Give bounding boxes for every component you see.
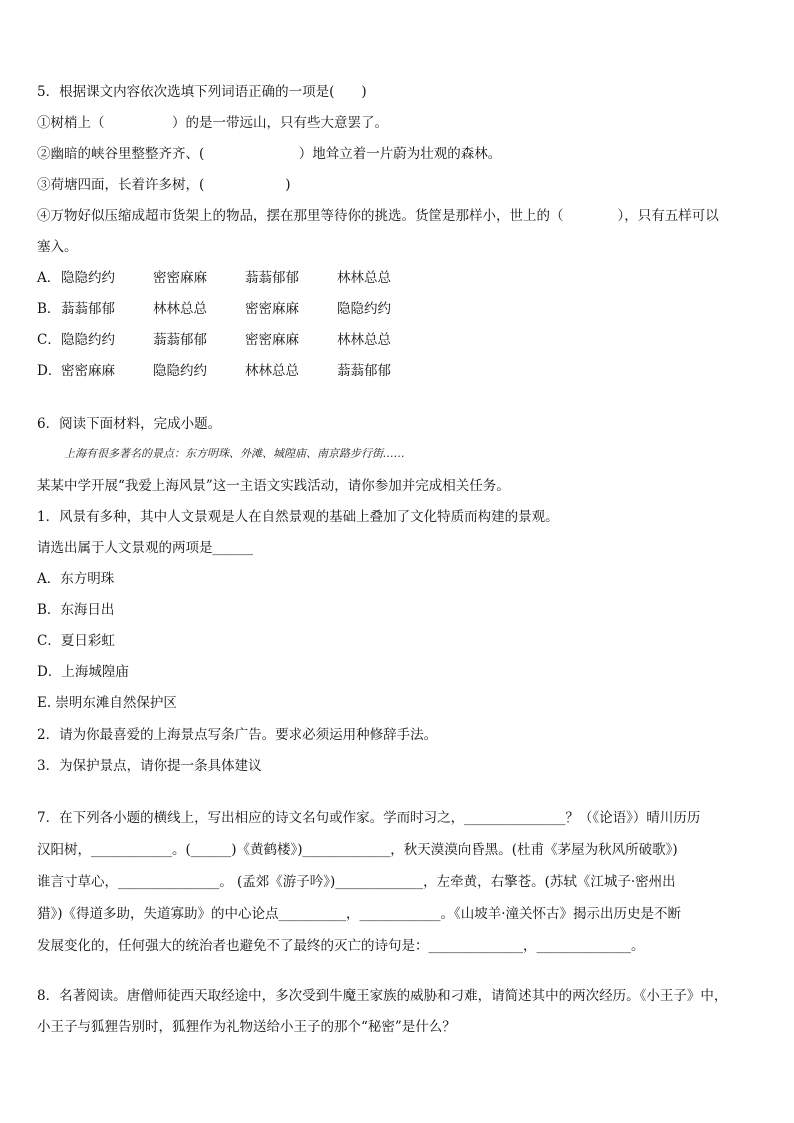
q5-stem: 5．根据课文内容依次选填下列词语正确的一项是( ) (37, 84, 367, 100)
option-label: D． (37, 363, 62, 379)
q5-line-3: ③荷塘四面，长着许多树，( ) (37, 177, 291, 193)
q7-line-5: 发展变化的，任何强大的统治者也避免不了最终的灭亡的诗句是：______________，______________。 (37, 938, 645, 954)
option-word: 隐隐约约 (61, 332, 115, 348)
q6-intro: 某某中学开展“我爱上海风景”这一主语文实践活动，请你参加并完成相关任务。 (37, 478, 510, 494)
option-label: C． (37, 332, 61, 348)
option-word: 密密麻麻 (61, 363, 115, 379)
option-word: 蓊蓊郁郁 (153, 332, 207, 348)
option-word: 蓊蓊郁郁 (61, 301, 115, 317)
q5-option-d (37, 361, 764, 381)
q6-choice-e: E. 崇明东滩自然保护区 (37, 695, 177, 711)
option-label: B． (37, 301, 61, 317)
q5-line-5: 塞入。 (37, 239, 78, 255)
q5-line-2: ②幽暗的峡谷里整整齐齐、( ）地耸立着一片蔚为壮观的森林。 (37, 146, 502, 162)
option-word: 林林总总 (337, 270, 391, 286)
q6-subquestion-1: 1．风景有多种，其中人文景观是人在自然景观的基础上叠加了文化特质而构建的景观。 (37, 509, 559, 525)
q5-line-4: ④万物好似压缩成超市货架上的物品，摆在那里等待你的挑选。货筐是那样小，世上的（ ），只有五样可以 (37, 208, 719, 224)
q5-line-1: ①树梢上（ ）的是一带远山，只有些大意罢了。 (37, 115, 388, 131)
q6-choice-a: A．东方明珠 (37, 571, 115, 587)
q6-stem: 6．阅读下面材料，完成小题。 (37, 416, 222, 432)
option-word: 隐隐约约 (61, 270, 115, 286)
q7-line-1: 7．在下列各小题的横线上，写出相应的诗文名句或作家。学而时习之，_______________？（《论语》）晴川历历 (37, 810, 701, 826)
option-word: 蓊蓊郁郁 (337, 363, 391, 379)
option-word: 密密麻麻 (245, 332, 299, 348)
option-word: 林林总总 (245, 363, 299, 379)
q6-handwritten-material: 上海有很多著名的景点：东方明珠、外滩、城隍庙、南京路步行街…… (64, 447, 405, 460)
option-label: A． (37, 270, 61, 286)
q5-option-c (37, 330, 764, 350)
q6-choice-c: C．夏日彩虹 (37, 633, 115, 649)
option-word: 隐隐约约 (337, 301, 391, 317)
q6-choice-d: D．上海城隍庙 (37, 664, 129, 680)
q5-option-a (37, 268, 764, 288)
q6-choice-b: B．东海日出 (37, 602, 115, 618)
option-word: 林林总总 (337, 332, 391, 348)
option-word: 密密麻麻 (245, 301, 299, 317)
q7-line-2: 汉阳树，____________。(______)《黄鹤楼》)_____________，秋天漠漠向昏黑。(杜甫《茅屋为秋风所破歌》) (37, 842, 678, 858)
option-word: 林林总总 (153, 301, 207, 317)
q6-subquestion-3: 3．为保护景点，请你提一条具体建议 (37, 758, 262, 774)
q8-line-1: 8．名著阅读。唐僧师徒西天取经途中，多次受到牛魔王家族的威胁和刁难，请简述其中的两次经历。《小王子》中， (37, 988, 728, 1004)
q7-line-4: 猎》)《得道多助，失道寡助》的中心论点__________，____________。《山坡羊·潼关怀古》揭示出历史是不断 (37, 906, 682, 922)
option-word: 密密麻麻 (153, 270, 207, 286)
option-word: 蓊蓊郁郁 (245, 270, 299, 286)
q7-line-3: 谁言寸草心，_______________。 (孟郊《游子吟》)_____________，左牵黄，右擎苍。(苏轼《江城子·密州出 (37, 874, 676, 890)
option-word: 隐隐约约 (153, 363, 207, 379)
q6-subquestion-2: 2．请为你最喜爱的上海景点写条广告。要求必须运用种修辞手法。 (37, 727, 438, 743)
q8-line-2: 小王子与狐狸告别时，狐狸作为礼物送给小王子的那个“秘密”是什么？ (37, 1019, 456, 1035)
q6-subquestion-1-prompt: 请选出属于人文景观的两项是______ (37, 540, 253, 556)
q5-option-b (37, 299, 764, 319)
